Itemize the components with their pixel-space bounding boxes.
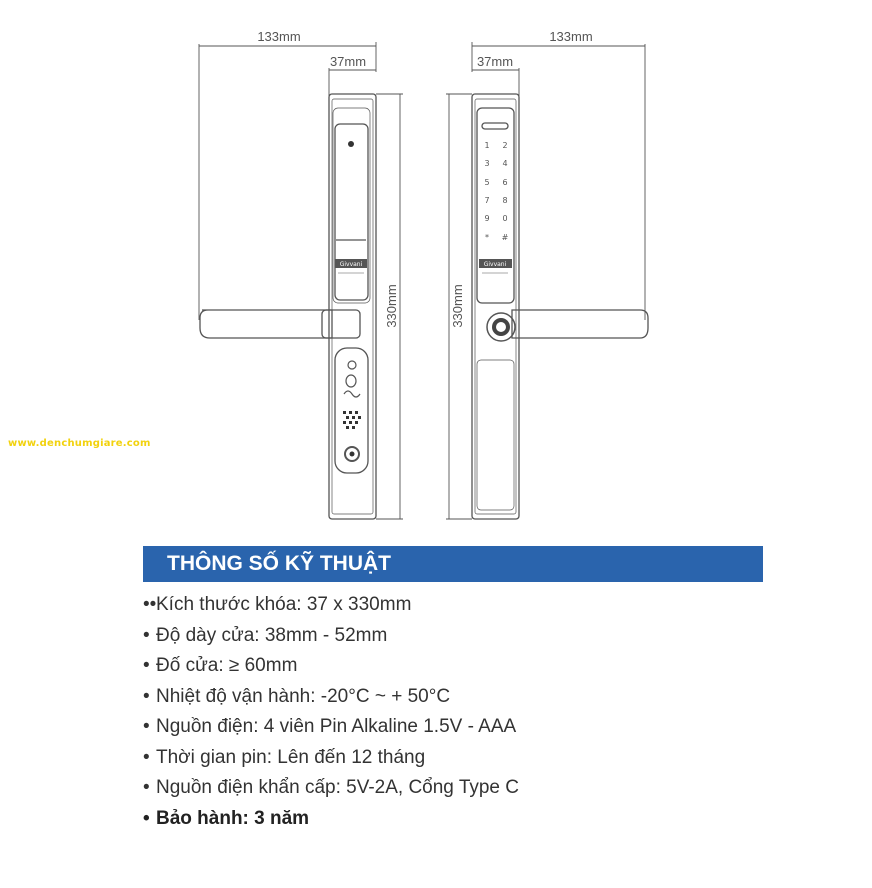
right-lock-body	[472, 94, 519, 519]
keypad-key: 1	[484, 141, 490, 150]
left-width-label: 133mm	[257, 29, 301, 44]
left-lock-view	[199, 42, 403, 519]
spec-item: • Nguồn điện: 4 viên Pin Alkaline 1.5V - AAA	[143, 716, 517, 737]
spec-item: • Thời gian pin: Lên đến 12 tháng	[143, 746, 426, 768]
keypad-key: 8	[502, 196, 508, 205]
keypad-key: *	[485, 233, 489, 242]
left-brand-label: Givvani	[339, 261, 363, 268]
spec-item: • Nhiệt độ vận hành: -20°C ~ + 50°C	[143, 685, 451, 707]
keypad-key: 3	[484, 159, 490, 168]
keypad-key: 4	[502, 159, 508, 168]
right-brand-label: Givvani	[483, 261, 507, 268]
qr-pattern-icon	[343, 411, 361, 429]
left-lever-handle	[200, 310, 332, 338]
keypad-key: 9	[484, 214, 490, 223]
indicator-dot-icon	[348, 141, 354, 147]
button-icons	[344, 361, 360, 397]
specs-list	[143, 593, 519, 837]
left-height-label: 330mm	[384, 284, 399, 328]
watermark-url: www.denchumgiare.com	[8, 438, 151, 449]
keypad	[484, 141, 508, 242]
keypad-key: 7	[484, 196, 490, 205]
spec-item: • Bảo hành: 3 năm	[143, 807, 310, 829]
keypad-key: 2	[502, 141, 508, 150]
right-lock-view	[446, 42, 648, 519]
card-reader-slot	[482, 123, 508, 129]
keypad-key: 0	[502, 214, 508, 223]
spec-item: • Nguồn điện khẩn cấp: 5V-2A, Cổng Type C	[143, 777, 520, 798]
keypad-key: 5	[484, 178, 490, 187]
right-height-label: 330mm	[450, 284, 465, 328]
keypad-key: 6	[502, 178, 508, 187]
spec-item: • Độ dày cửa: 38mm - 52mm	[143, 624, 388, 646]
right-lever-handle	[512, 310, 648, 338]
keypad-key: #	[501, 233, 509, 242]
spec-item: • Đố cửa: ≥ 60mm	[143, 655, 298, 676]
spec-item: ••Kích thước khóa: 37 x 330mm	[143, 594, 412, 615]
left-handle-width-label: 37mm	[329, 54, 367, 69]
specs-title: THÔNG SỐ KỸ THUẬT	[143, 546, 763, 582]
right-width-label: 133mm	[549, 29, 593, 44]
right-handle-width-label: 37mm	[476, 54, 514, 69]
